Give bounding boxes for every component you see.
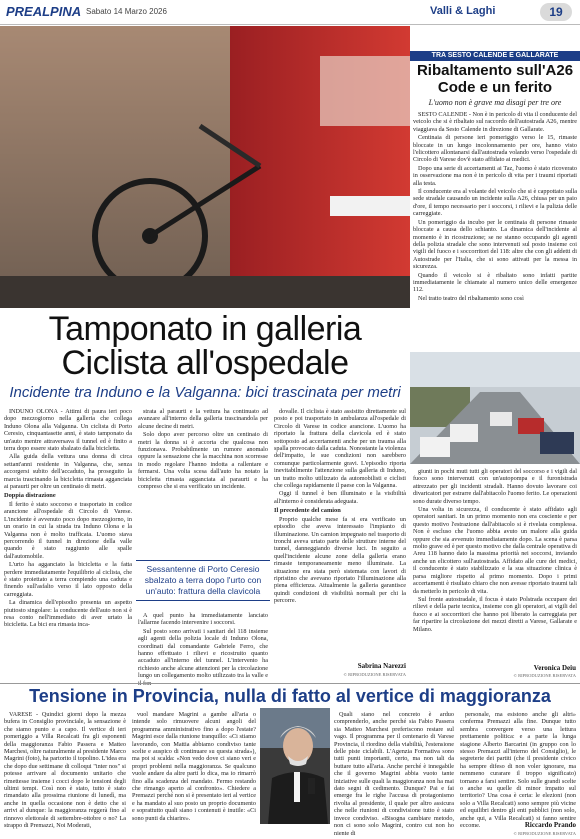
paragraph: personale, ma esistono anche gli altri» conferma Premazzi alla fine. Dunque tutto sembra convergere verso una lettura prettamente politica: e a parte la lunga stagione Alberto Barcarini (in gruppo con lo stesso Premazzi all'interno del Consiglio), le segreterie dei partiti (che il presidente civico ha sempre difeso di non voler ignorare, ma nemmeno curarare il troppo significato) tornano a farsi sentire. Solo sulle grandi scelte o anche su quelle di minor impatto sul territorio? Una cosa è certa: le elezioni (non solo a Villa Recalcati) sono sempre più vicine ed equilibri dentro gli enti pubblici (non solo, anche qui, a Villa Recalcati) si fanno sentire eccome.	[460, 711, 576, 830]
paragraph: Nel tratto teatro del ribaltamento sono così	[418, 294, 524, 302]
paragraph: Quali siano nel concreto è arduo comprenderlo, anche perché sia Fabio Passera sia Matteo Marchesi preferiscono restare sul vago. Il programma per il centenario di Varese Provincia, il riordino della viabilità, l'estensione delle piste ciclabili. L'Agenzia Formativa sono tutti punti importanti, certo, ma non tali da buttare tutto all'aria. Anche perché è innegabile che il governo Magrini abbia vuoto tante iniziative sulle quali la maggioranza non ha mai dato segni di cedimento. Dunque? Pai e fai emerge fra le righe l'accusa di protagonismo rivolta al presidente, il quale per altro assicura che nelle riunioni di condivisione tutto è stato invece condiviso. «Bisogna cambiare metodo, non ci sono solo Magrini, contro cui non ho niente di	[334, 711, 454, 837]
bottom-article-column-2	[132, 711, 256, 837]
paragraph: Proprio qualche mese fa si era verificato un episodio che aveva interessato l'impianto di illuminazione. Un camion impegnato nel trasporto di tronchi aveva urtato parte delle strutture interne del tunnel, danneggiando diverse luci. In seguito a quell'incidente alcune zone della galleria erano rimaste temporaneamente meno illuminate. La situazione era stata però sistemata con lavori di ripristino che avevano riportato l'illuminazione alla piena efficienza. Attualmente la galleria garantisce quindi condizioni di visibilità normali per chi la percorre.	[274, 515, 406, 605]
main-article-column-3	[274, 408, 406, 658]
bottom-article-byline: Riccardo Prando	[524, 821, 576, 829]
paragraph: L'urto ha agganciato la bicicletta e la fatta perdere immediatamente l'equilibrio al ciclista, che è stato proiettato a terra compiendo una caduta e finendo sull'asfalto verso il lato opposto della carreggiata.	[4, 561, 132, 598]
paragraph: Solo dopo aver percorso oltre un centinaio di metri la donna si è accorta che qualcosa non funzionava. Probabilmente un rumore anomalo oppure la sensazione che la macchina non scorresse in modo regolare l'hanno indotta a rallentare e fermarsi. Una volta scesa dall'auto ha notato la bicicletta rimasta agganciata al paraurti e ha compreso che si era verificato un incidente.	[138, 431, 268, 491]
side-article-byline: Veronica Deiu	[533, 664, 576, 672]
paragraph: VARESE - Quindici giorni dopo la mezza bufera in Consiglio provinciale, la sensazione è che siamo punto e a capo. Il vertice di ieri pomeriggio a Villa Recalcati fra gli esponenti della maggioranza Fabio Passera e Matteo Marchesi, oltre naturalmente al presidente Marco Magrini (foto), ha partorito il topolino. L'idea era che dopo due settimane di colloqui "inter nos" si potesse arrivare al documento unitario che rimettesse insieme i cocci dopo le tensioni degli ultimi tempi. Così non è stato, tutto è stato rimandato alla prossima riunione di lunedì, ma anche in quella occasione non è detto che si arrivi al dunque: la maggioranza reggerà fino al rinnovo elettorale di settembre-ottobre o no? La strappo di Premazzi, Noi Moderati,	[4, 711, 126, 830]
paragraph: Alla guida della vettura una donna di circa settant'anni residente in Valganna, che, senza accorgersi subito dell'accaduto, ha proseguito la marcia trascinando la bicicletta rimasta agganciata ai paraurti per oltre un centinaio di metri.	[4, 453, 132, 491]
main-article-column-1	[4, 408, 132, 680]
paragraph: Il ferito è stato soccorso e trasportato in codice arancione all'ospedale di Circolo di Varese. L'incidente è avvenuto poco dopo mezzogiorno, in un orario in cui la strada tra Induno Olona e la Valganna non è molto trafficata. L'uomo stava percorrendo il tunnel in direzione della valle quando è stato raggiunto alle spalle dall'automobile.	[4, 500, 132, 560]
bottom-article-title: Tensione in Provincia, nulla di fatto al vertice di maggioranza	[29, 686, 551, 706]
issue-date: Sabato 14 Marzo 2026	[86, 7, 167, 16]
side-article-body-continued	[413, 468, 577, 674]
main-article-byline: Sabrina Narezzi	[357, 662, 406, 670]
paragraph: A quel punto ha immediatamente lanciato l'allarme facendo intervenire i soccorsi.	[138, 612, 268, 627]
main-article-subtitle: Incidente tra Induno e la Valganna: bici trascinata per metri	[9, 384, 401, 401]
paragraph: Quando il veicolo si è ribaltato sono infatti partite immediatamente le chiamate al numero unico delle emergenze 112.	[413, 271, 577, 294]
main-article-column-2	[138, 408, 268, 556]
subheading: Doppia distrazione	[4, 492, 56, 500]
main-title-line-2: Ciclista all'ospedale	[61, 344, 349, 382]
side-article-kicker: TRA SESTO CALENDE E GALLARATE	[410, 51, 580, 61]
section-divider	[0, 683, 580, 684]
tunnel-accident-photo	[0, 26, 410, 308]
bottom-article-column-1	[4, 711, 126, 837]
side-article-credit: © RIPRODUZIONE RISERVATA	[513, 673, 576, 678]
page-number: 19	[540, 3, 572, 21]
paragraph: La dinamica dell'episodio presenta un aspetto piuttosto singolare: la conducente dell'auto non si è resa conto nell'immediato di aver urtato la bicicletta. La bici era rimasta inca-	[4, 599, 132, 629]
paragraph: Centinaia di persone ieri pomeriggio verso le 15, rimaste bloccate in un lungo incolonnamento per ore, hanno visto l'elicottero allontanarsi dall'autostrada volando verso l'ospedale di Circolo di Varese dov'è stato affidato ai medici.	[413, 134, 577, 164]
newspaper-logo: PREALPINA	[6, 4, 82, 19]
paragraph: Una volta in sicurezza, il conducente è stato affidato agli operatori sanitari. In un primo momento non era cosciente e per questo motivo l'estrazione dall'abitacolo si è rivelata complessa. Non è escluso che l'uomo abbia avuto un malore alla guida oppure che sia avvenuto immediatamente dopo. La scena è parsa molto grave ed è per questo motivo che dalla centrale operativa di Areu 118 hanno dato la massima priorità nei soccorsi, inviando anche un elicottero sull'autostrada. Affidato alle cure dei medici, il conducente è stato stabilizzato e la sua situazione clinica è parsa migliore rispetto al primo momento. Dopo i primi accertamenti è risultato chiaro che non avesse riportato traumi tali da metterlo in pericolo di vita.	[413, 506, 577, 595]
side-article-body	[413, 111, 577, 351]
subheading: Il precedente del camion	[274, 507, 341, 515]
politician-portrait-photo	[260, 708, 330, 824]
main-article-column-2b	[138, 612, 268, 680]
paragraph: Dopo una serie di accertamenti ai Taz, l'uomo è stato ricoverato in osservazione ma non è in pericolo di vita per i traumi riportati alla testa.	[413, 164, 577, 187]
paragraph: Sul fronte autostradale, il focus è stato Polstrada occupare dei rilievi e della parte tecnica, insieme con gli operatori, ai vigili del fuoco e ai soccorritori che hanno poi liberato la carreggiata per far ripartire la circolazione dei mezzi diretti a Varese, Gallarate e Milano.	[413, 595, 577, 633]
main-title-line-1: Tamponato in galleria	[48, 310, 362, 348]
page-header	[0, 0, 580, 25]
paragraph: INDUNO OLONA - Attimi di paura ieri poco dopo mezzogiorno nella galleria che collega Induno Olona alla Valganna. Un ciclista di Porto Ceresio, cinquantasette anni, è stato tamponato da un'auto mentre attraversava il tunnel ed è finito a terra dopo essere stato sbalzato dalla bicicletta.	[4, 408, 132, 453]
side-article-title: Ribaltamento sull'A26 Code e un ferito	[416, 62, 574, 96]
section-name: Valli & Laghi	[430, 5, 496, 17]
main-article-title	[0, 312, 410, 380]
pull-quote: Sessantenne di Porto Ceresio sbalzato a terra dopo l'urto con un'auto: frattura della clavicola	[136, 560, 270, 601]
bottom-article-column-3	[334, 711, 454, 837]
paragraph: Sul posto sono arrivati i sanitari del 118 insieme agli agenti della polizia locale di Induno Olona, coordinati dal comandante Gabriele Ferro, che hanno effettuato i rilievi e ricostruito quanto accaduto all'interno del tunnel. L'intervento ha richiesto anche alcune attenzioni per la circolazione lungo un collegamento molto utilizzato tra la valle e	[138, 627, 268, 680]
paragraph: Il conducente era al volante del veicolo che si è cappottato sulla sede stradale causando un incidente sulla A26, chiusa per un paio d'ore, il tempo necessario per i soccorsi, i rilievi e la pulizia delle carreggiate.	[413, 188, 577, 218]
paragraph: SESTO CALENDE - Non è in pericolo di vita il conducente del veicolo che si è ribaltato sul raccordo dell'autostrada A26, mentre viaggiava da Sesto Calende in direzione di Gallarate.	[413, 111, 577, 133]
paragraph: vuol mandare Magrini a gambe all'aria o intende solo rimuovere alcuni angoli del programma amministrativo fino a dopo l'estate? Magrini esce dalla riunione tranquillo: «Ci stiamo lavorando, con Mattia abbiamo condiviso tante scelte e auspico di continuare su questa strada»), ma poi si scalda: «Non vedo dove ci siano veri e propri problemi nella maggioranza. Se qualcuno vuole andare da altre parti lo dica, ma io rimarrò fino alla scadenza del mandato. Fermo restando che rimango aperto al confronto». Chiedere a Premazzi perché non si è presentato ieri al vertice e ha mandato al suo posto un proprio documento e soprattutto quali siano i contenuti è inutile: «Ci sono punti da chiarire».	[132, 711, 256, 822]
main-article-credit: © RIPRODUZIONE RISERVATA	[343, 672, 406, 677]
paragraph: Oggi il tunnel è ben illuminato e la visibilità all'interno è considerata adeguata.	[274, 490, 406, 505]
side-article-subtitle: L'uomo non è grave ma disagi per tre ore	[428, 98, 562, 107]
paragraph: giunti in pochi muti tutti gli operatori del soccorso e i vigili dal fuoco sono intervenuti con un'autopompa e il furonistrada attrezzato per gli incidenti stradali. Hanno dovuto lavorare coi divaricatori per estrarre dall'abitacolo l'uomo ferito. Le operazioni sono durate diverso tempo.	[413, 468, 577, 505]
paragraph: Un pomeriggio da incubo per le centinaia di persone rimaste bloccate a causa dello schianto. La dinamica dell'incidente al momento è in ricostruzione; se ne stanno occupando gli agenti della polizia stradale che sono intervenuti sul posto insieme coi vigili del fuoco e i soccorritori del 118: altre che con gli addetti di Autostrade per l'Italia, che si sono attivati per la messa in sicurezza.	[413, 218, 577, 271]
paragraph: dovalle. Il ciclista è stato assistito direttamente sul posto e poi trasportato in ambulanza all'ospedale di Circolo di Varese in codice arancione. L'uomo ha riportato la frattura della clavicola ed è stato sottoposto ad accertamenti anche per un trauma alla spalla provocato dalla caduta. Nonostante la violenza dell'impatto, le sue condizioni non sarebbero comunque particolarmente gravi. L'episodio riporta inevitabilmente l'attenzione sulla galleria di Induno, un tratto molto utilizzato da automobilisti e ciclisti che collega rapidamente il paese con la Valganna.	[274, 408, 406, 490]
highway-traffic-photo	[410, 352, 580, 464]
bottom-article-credit: © RIPRODUZIONE RISERVATA	[513, 831, 576, 836]
paragraph: strata al paraurti e la vettura ha continuato ad avanzare all'interno della galleria trascinandola per alcune decine di metri.	[138, 408, 268, 430]
